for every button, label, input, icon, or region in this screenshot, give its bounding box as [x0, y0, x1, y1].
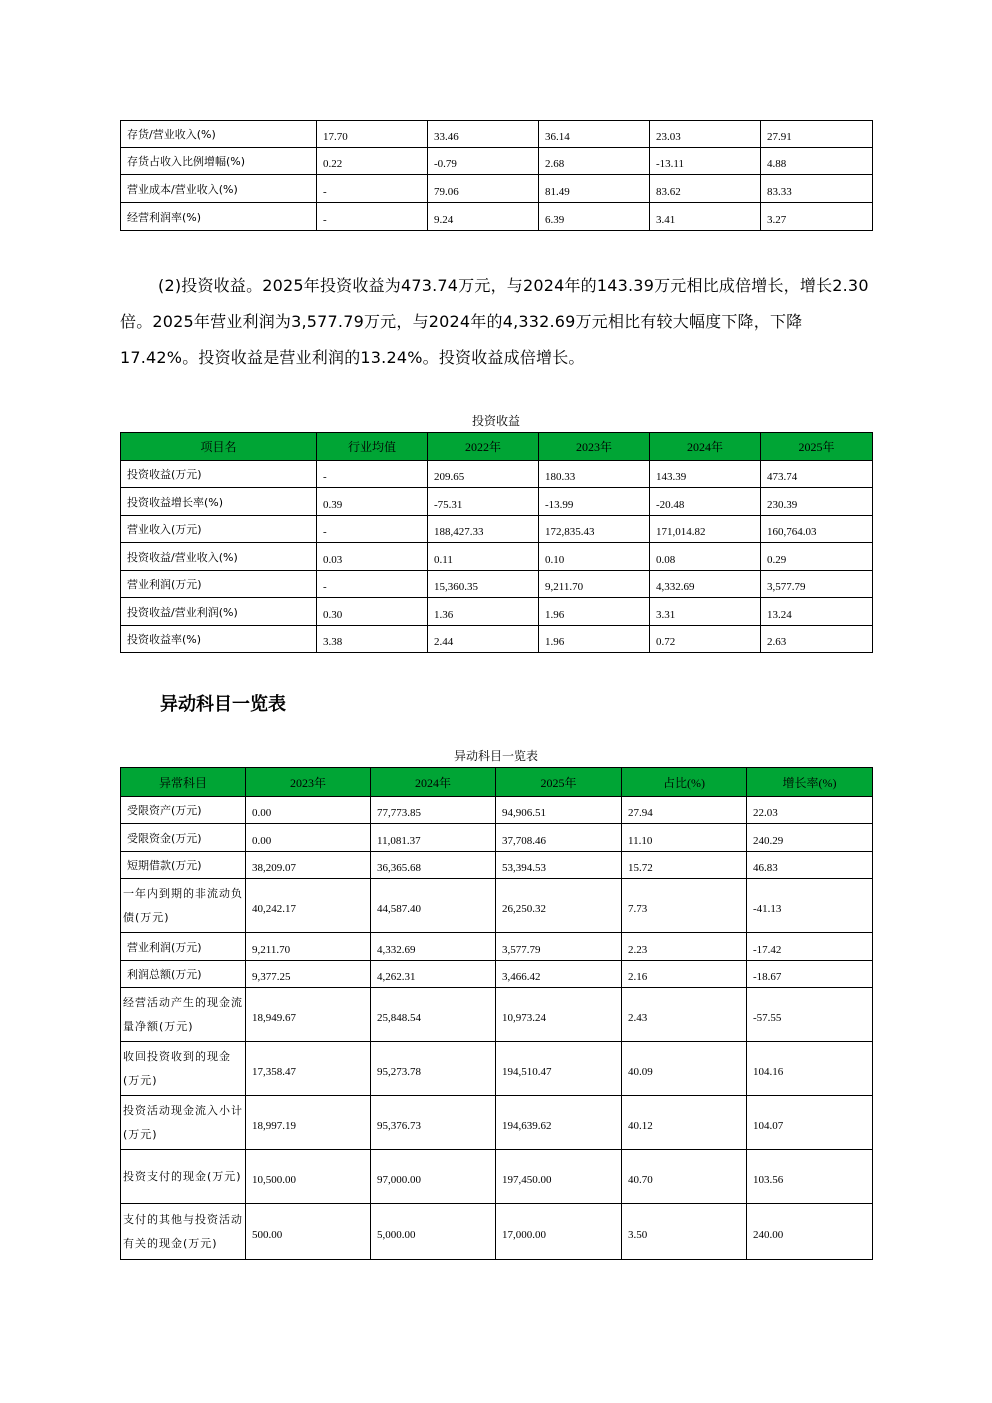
column-header: 占比(%)	[622, 768, 747, 797]
abnormal-items-caption: 异动科目一览表	[453, 749, 538, 763]
table-cell: 11.10	[622, 824, 747, 852]
table-cell: -	[317, 203, 428, 231]
table-cell: 172,835.43	[539, 516, 650, 543]
table-row	[121, 1150, 873, 1204]
table-cell: -13.11	[650, 148, 761, 175]
table-cell: 40.09	[622, 1042, 747, 1096]
row-label: 营业成本/营业收入(%)	[121, 175, 317, 203]
table-cell: 3.50	[622, 1204, 747, 1260]
table-cell: 13.24	[761, 598, 873, 626]
table-row	[121, 988, 873, 1042]
table-cell: 17.70	[317, 121, 428, 148]
table-cell: 40.12	[622, 1096, 747, 1150]
table-cell: 0.08	[650, 543, 761, 571]
table-cell: 2.23	[622, 933, 747, 961]
table-cell: 18,949.67	[246, 988, 371, 1042]
table-cell: 40.70	[622, 1150, 747, 1204]
table-cell: 230.39	[761, 488, 873, 516]
table-cell: 104.07	[747, 1096, 873, 1150]
table-cell: 9,377.25	[246, 961, 371, 988]
table-cell: 0.00	[246, 797, 371, 824]
table-cell: 160,764.03	[761, 516, 873, 543]
table-cell: 3,577.79	[496, 933, 622, 961]
table-cell: 171,014.82	[650, 516, 761, 543]
table-cell: 0.72	[650, 626, 761, 653]
table-cell: 17,358.47	[246, 1042, 371, 1096]
column-header: 2023年	[539, 433, 650, 461]
investment-income-paragraph: (2)投资收益。2025年投资收益为473.74万元，与2024年的143.39万元相比成倍增长，增长2.30倍。2025年营业利润为3,577.79万元，与2024年的4,332.69万元相比有较大幅度下降，下降17.42%。投资收益是营业利润的13.24%。投资收益成倍增长。	[120, 276, 869, 367]
column-header: 2024年	[371, 768, 496, 797]
table-cell: 3,466.42	[496, 961, 622, 988]
row-label: 投资收益/营业收入(%)	[121, 543, 317, 571]
table-cell: 10,973.24	[496, 988, 622, 1042]
table-cell: 36.14	[539, 121, 650, 148]
table-cell: 27.94	[622, 797, 747, 824]
table-cell: -17.42	[747, 933, 873, 961]
table-row	[121, 824, 873, 852]
row-label: 一年内到期的非流动负债(万元)	[121, 879, 246, 933]
table-cell: -	[317, 516, 428, 543]
row-label: 经营活动产生的现金流量净额(万元)	[121, 988, 246, 1042]
table-cell: 22.03	[747, 797, 873, 824]
inventory-ratio-table	[120, 120, 873, 231]
table-cell: 36,365.68	[371, 852, 496, 879]
column-header: 增长率(%)	[747, 768, 873, 797]
table-cell: 9.24	[428, 203, 539, 231]
table-cell: 3,577.79	[761, 571, 873, 598]
table-cell: 77,773.85	[371, 797, 496, 824]
row-label: 营业收入(万元)	[121, 516, 317, 543]
table-cell: 0.39	[317, 488, 428, 516]
table-cell: 0.00	[246, 824, 371, 852]
table-cell: 26,250.32	[496, 879, 622, 933]
row-label: 收回投资收到的现金(万元)	[121, 1042, 246, 1096]
row-label: 投资收益率(%)	[121, 626, 317, 653]
table-cell: 9,211.70	[246, 933, 371, 961]
row-label: 经营利润率(%)	[121, 203, 317, 231]
table-cell: 1.96	[539, 626, 650, 653]
table-cell: 79.06	[428, 175, 539, 203]
table-cell: -18.67	[747, 961, 873, 988]
row-label: 投资收益(万元)	[121, 461, 317, 488]
table-cell: 1.36	[428, 598, 539, 626]
column-header: 2024年	[650, 433, 761, 461]
table-cell: 180.33	[539, 461, 650, 488]
table-cell: 194,510.47	[496, 1042, 622, 1096]
table-cell: 15.72	[622, 852, 747, 879]
table-cell: 103.56	[747, 1150, 873, 1204]
table-cell: 2.16	[622, 961, 747, 988]
table-row	[121, 488, 873, 516]
table-cell: 104.16	[747, 1042, 873, 1096]
table-cell: 95,376.73	[371, 1096, 496, 1150]
table-row	[121, 148, 873, 175]
table-cell: 97,000.00	[371, 1150, 496, 1204]
table-cell: 94,906.51	[496, 797, 622, 824]
row-label: 利润总额(万元)	[121, 961, 246, 988]
table-row	[121, 516, 873, 543]
investment-income-caption: 投资收益	[471, 414, 520, 428]
table-cell: 194,639.62	[496, 1096, 622, 1150]
table-cell: -75.31	[428, 488, 539, 516]
column-header: 异常科目	[121, 768, 246, 797]
table-cell: 53,394.53	[496, 852, 622, 879]
table-cell: 2.63	[761, 626, 873, 653]
column-header: 2025年	[761, 433, 873, 461]
table-cell: 0.30	[317, 598, 428, 626]
table-row	[121, 1042, 873, 1096]
table-cell: 473.74	[761, 461, 873, 488]
table-cell: 209.65	[428, 461, 539, 488]
table-cell: -13.99	[539, 488, 650, 516]
column-header: 行业均值	[317, 433, 428, 461]
table-cell: 3.41	[650, 203, 761, 231]
table-cell: 2.43	[622, 988, 747, 1042]
table-cell: -	[317, 175, 428, 203]
table-cell: 0.11	[428, 543, 539, 571]
table-cell: 0.03	[317, 543, 428, 571]
table-cell: 3.31	[650, 598, 761, 626]
row-label: 短期借款(万元)	[121, 852, 246, 879]
table-row	[121, 571, 873, 598]
table-cell: 37,708.46	[496, 824, 622, 852]
table-cell: 4,332.69	[371, 933, 496, 961]
table-row	[121, 175, 873, 203]
column-header: 2025年	[496, 768, 622, 797]
table-cell: 27.91	[761, 121, 873, 148]
column-header: 2022年	[428, 433, 539, 461]
table-row	[121, 626, 873, 653]
table-cell: 15,360.35	[428, 571, 539, 598]
table-cell: 95,273.78	[371, 1042, 496, 1096]
table-cell: -41.13	[747, 879, 873, 933]
investment-income-table	[120, 432, 873, 653]
table-row	[121, 933, 873, 961]
table-cell: 46.83	[747, 852, 873, 879]
table-row	[121, 121, 873, 148]
table-cell: 38,209.07	[246, 852, 371, 879]
table-row	[121, 203, 873, 231]
table-cell: 240.00	[747, 1204, 873, 1260]
table-row	[121, 1096, 873, 1150]
table-cell: 81.49	[539, 175, 650, 203]
table-cell: 5,000.00	[371, 1204, 496, 1260]
table-cell: 33.46	[428, 121, 539, 148]
table-cell: 188,427.33	[428, 516, 539, 543]
row-label: 存货占收入比例增幅(%)	[121, 148, 317, 175]
table-cell: 197,450.00	[496, 1150, 622, 1204]
row-label: 投资支付的现金(万元)	[121, 1150, 246, 1204]
row-label: 受限资产(万元)	[121, 797, 246, 824]
row-label: 营业利润(万元)	[121, 933, 246, 961]
table-row	[121, 543, 873, 571]
table-cell: 0.29	[761, 543, 873, 571]
table-cell: 17,000.00	[496, 1204, 622, 1260]
table-cell: -0.79	[428, 148, 539, 175]
table-row	[121, 1204, 873, 1260]
table-cell: 18,997.19	[246, 1096, 371, 1150]
table-row	[121, 797, 873, 824]
table-cell: 23.03	[650, 121, 761, 148]
table-cell: 4,332.69	[650, 571, 761, 598]
table-cell: 83.33	[761, 175, 873, 203]
table-cell: 9,211.70	[539, 571, 650, 598]
table-cell: 10,500.00	[246, 1150, 371, 1204]
table-cell: -	[317, 461, 428, 488]
table-row	[121, 961, 873, 988]
row-label: 受限资金(万元)	[121, 824, 246, 852]
table-row	[121, 879, 873, 933]
table-cell: -20.48	[650, 488, 761, 516]
table-cell: 500.00	[246, 1204, 371, 1260]
table-cell: 3.27	[761, 203, 873, 231]
table-cell: 40,242.17	[246, 879, 371, 933]
table-cell: 1.96	[539, 598, 650, 626]
abnormal-items-table	[120, 767, 873, 1260]
column-header: 项目名	[121, 433, 317, 461]
table-row	[121, 598, 873, 626]
table-cell: -57.55	[747, 988, 873, 1042]
row-label: 投资收益增长率(%)	[121, 488, 317, 516]
table-cell: 7.73	[622, 879, 747, 933]
table-cell: 2.44	[428, 626, 539, 653]
table-cell: 3.38	[317, 626, 428, 653]
table-cell: 0.22	[317, 148, 428, 175]
row-label: 存货/营业收入(%)	[121, 121, 317, 148]
table-cell: 4.88	[761, 148, 873, 175]
row-label: 投资收益/营业利润(%)	[121, 598, 317, 626]
section-heading: 异动科目一览表	[160, 694, 286, 715]
table-row	[121, 461, 873, 488]
table-cell: 11,081.37	[371, 824, 496, 852]
column-header: 2023年	[246, 768, 371, 797]
table-row	[121, 852, 873, 879]
table-cell: 0.10	[539, 543, 650, 571]
table-cell: 240.29	[747, 824, 873, 852]
row-label: 支付的其他与投资活动有关的现金(万元)	[121, 1204, 246, 1260]
table-cell: 2.68	[539, 148, 650, 175]
row-label: 投资活动现金流入小计(万元)	[121, 1096, 246, 1150]
table-cell: 25,848.54	[371, 988, 496, 1042]
table-cell: 44,587.40	[371, 879, 496, 933]
table-cell: 4,262.31	[371, 961, 496, 988]
table-cell: -	[317, 571, 428, 598]
table-cell: 6.39	[539, 203, 650, 231]
row-label: 营业利润(万元)	[121, 571, 317, 598]
table-cell: 143.39	[650, 461, 761, 488]
table-cell: 83.62	[650, 175, 761, 203]
